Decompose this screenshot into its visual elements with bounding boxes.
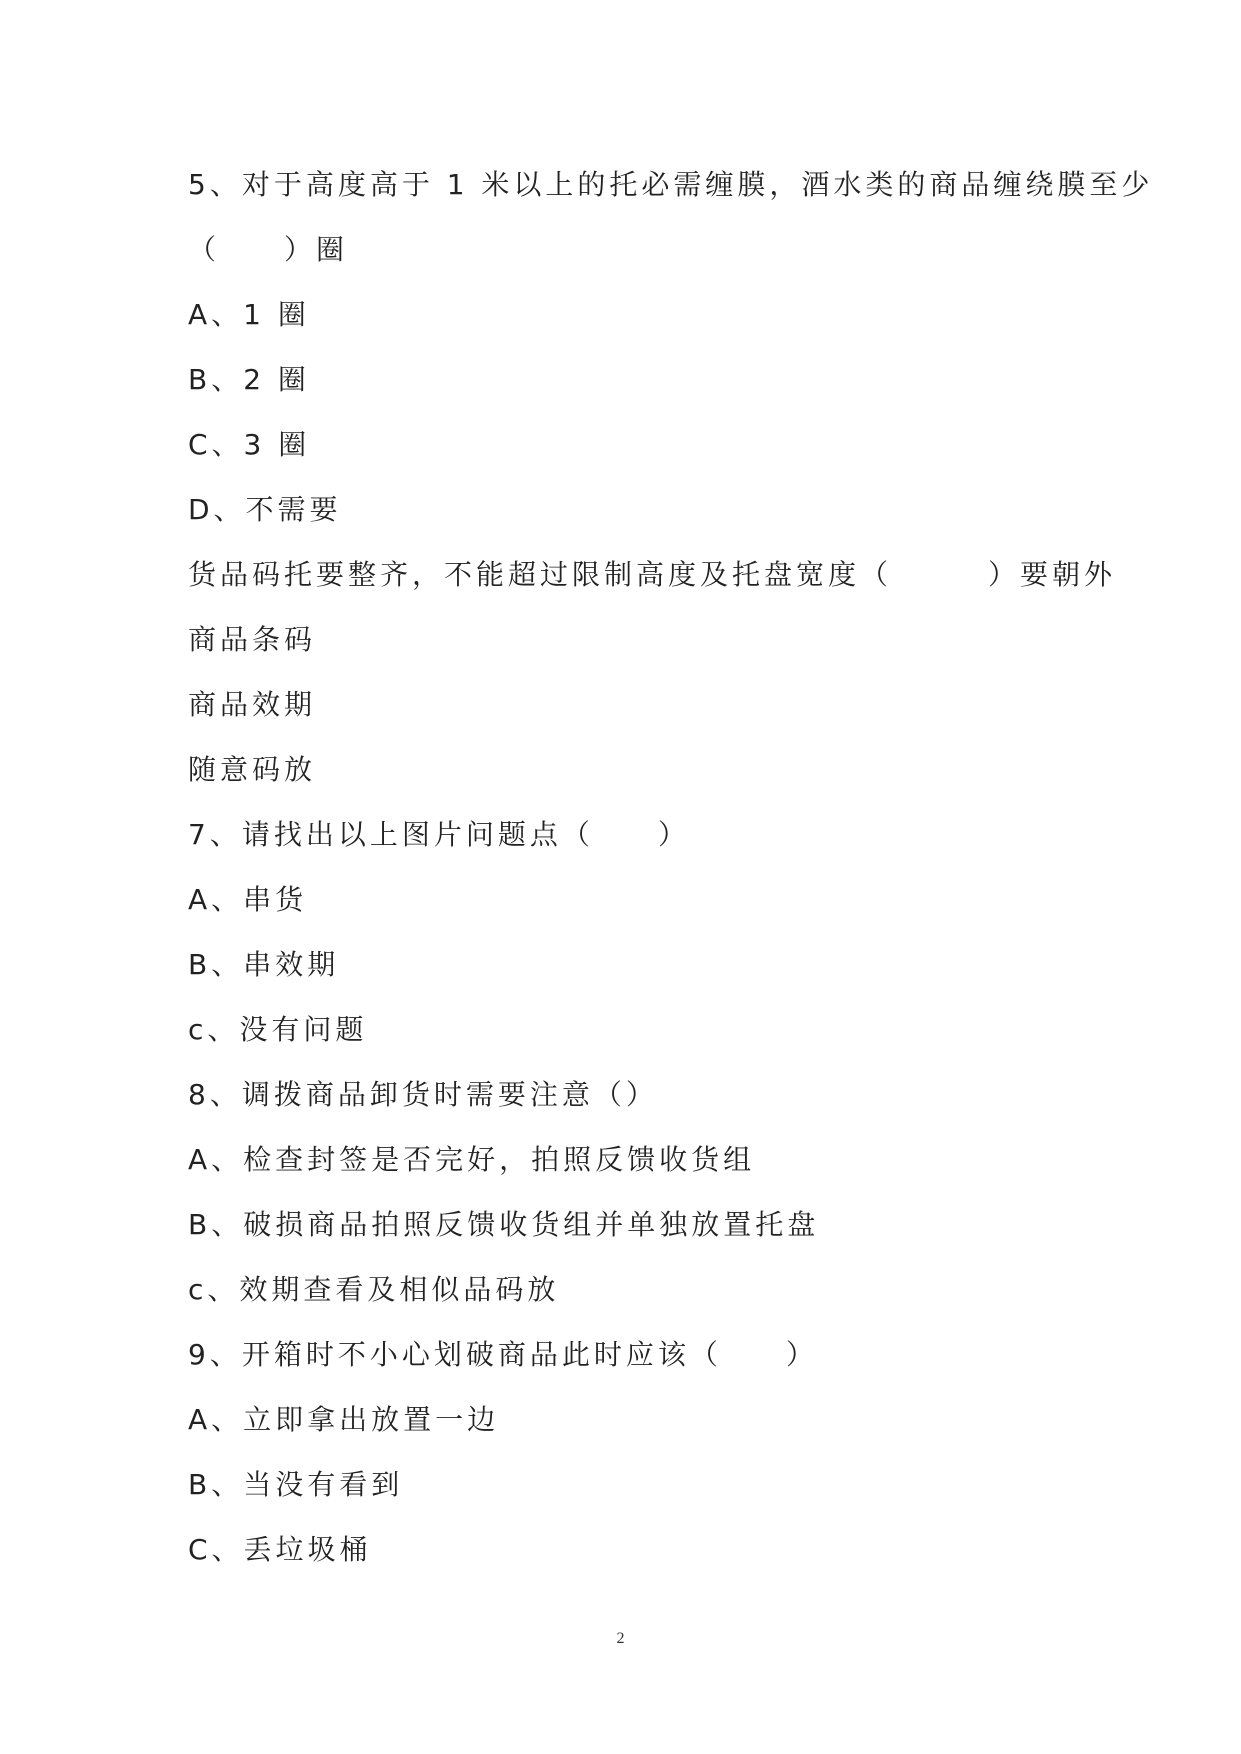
question-9-option-b: B、当没有看到 <box>188 1468 404 1501</box>
question-9-option-c: C、丢垃圾桶 <box>188 1533 372 1566</box>
question-5-option-c: C、3 圈 <box>188 428 311 461</box>
question-6-option-1: 商品条码 <box>188 623 317 656</box>
question-7-option-a: A、串货 <box>188 883 308 916</box>
question-9-stem: 9、开箱时不小心划破商品此时应该（ ） <box>188 1338 818 1371</box>
question-8-stem: 8、调拨商品卸货时需要注意（） <box>188 1078 658 1111</box>
question-6-stem: 货品码托要整齐，不能超过限制高度及托盘宽度（ ）要朝外 <box>188 558 1117 591</box>
question-8-option-c: c、效期查看及相似品码放 <box>188 1273 560 1306</box>
question-6-option-2: 商品效期 <box>188 688 317 721</box>
question-5-stem-continued: （ ）圈 <box>188 233 349 266</box>
question-5-option-b: B、2 圈 <box>188 363 310 396</box>
question-list <box>188 152 1154 1582</box>
question-5-option-a: A、1 圈 <box>188 298 310 331</box>
question-8-option-a: A、检查封签是否完好，拍照反馈收货组 <box>188 1143 756 1176</box>
question-5-stem: 5、对于高度高于 1 米以上的托必需缠膜，酒水类的商品缠绕膜至少 <box>188 168 1154 201</box>
question-5-option-d: D、不需要 <box>188 493 342 526</box>
question-7-option-b: B、串效期 <box>188 948 340 981</box>
question-6-option-3: 随意码放 <box>188 753 317 786</box>
question-9-option-a: A、立即拿出放置一边 <box>188 1403 500 1436</box>
question-7-option-c: c、没有问题 <box>188 1013 368 1046</box>
question-8-option-b: B、破损商品拍照反馈收货组并单独放置托盘 <box>188 1208 820 1241</box>
page-number: 2 <box>616 1630 625 1647</box>
question-7-stem: 7、请找出以上图片问题点（ ） <box>188 818 690 851</box>
